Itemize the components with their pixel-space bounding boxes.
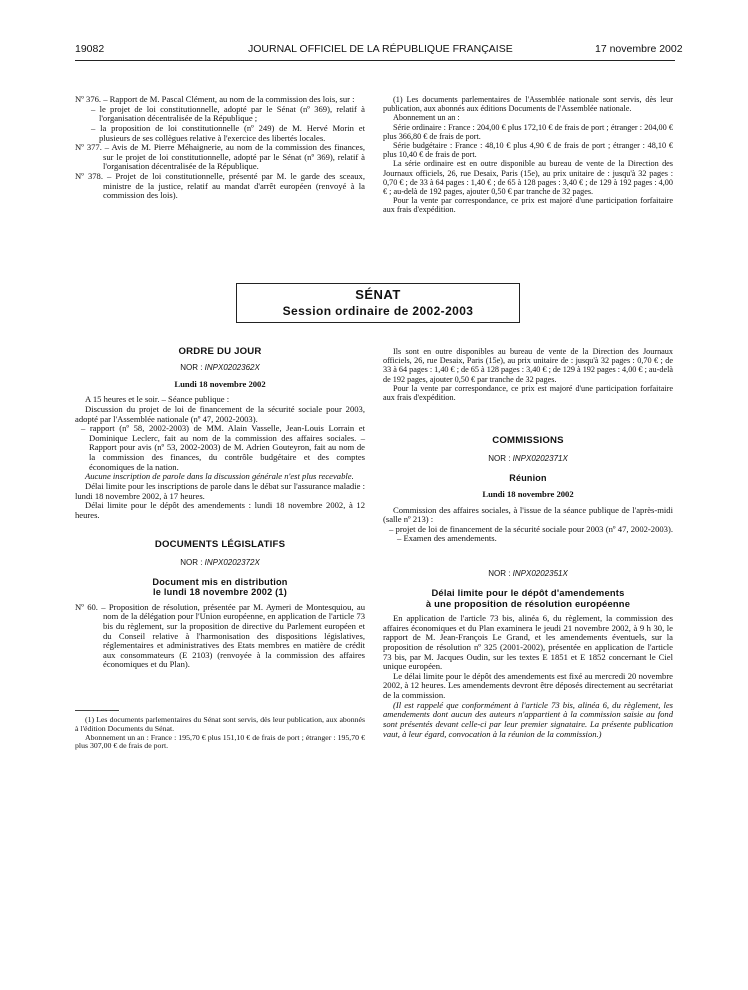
commissions-title: COMMISSIONS: [492, 435, 564, 447]
doc-subtitle-2: le lundi 18 novembre 2002 (1): [153, 587, 287, 598]
delai-title-1: Délai limite pour le dépôt d'amendements: [431, 586, 625, 598]
an-footnote: (1) Les documents parlementaires de l'Assemblée nationale sont servis, dès leur publication, aux abonnés aux éditions Documents de l'Assemblée nationale.: [383, 95, 673, 114]
documents-legislatifs-title: DOCUMENTS LÉGISLATIFS: [154, 539, 286, 551]
doc-nor: [75, 559, 365, 568]
banner-title: SÉNAT: [355, 287, 401, 302]
header-rule: [75, 60, 675, 61]
vente-correspondance: Pour la vente par correspondance, ce prix est majoré d'une participation forfaitaire aux frais d'expédition.: [383, 383, 673, 402]
doc-item-60: Nº 60. – Proposition de résolution, présentée par M. Aymeri de Montesquiou, au nom de la délégation pour l'Union européenne, en application de l'article 73 bis du règlement, sur la proposition de directive du Parlement européen et du Conseil relative à l'harmonisation des dispositions législatives, réglementaires et administratives des Etats membres en matière de crédit aux consommateurs (E 2103) (renvoyée à la commission des affaires économiques et du Plan).: [75, 601, 365, 670]
delai-title-2: à une proposition de résolution européenne: [425, 597, 631, 609]
an-correspondance: Pour la vente par correspondance, ce prix est majoré d'une participation forfaitaire aux frais d'expédition.: [383, 196, 673, 215]
nor-code: INPX0202372X: [204, 558, 260, 568]
senat-banner: [236, 283, 520, 323]
nor-label: NOR :: [180, 558, 203, 568]
delai-limite: Le délai limite pour le dépôt des amendements est fixé au mercredi 20 novembre 2002, à 12 heures. Les amendements devront être déposés directement au secrétariat de la commission.: [383, 670, 673, 701]
nor-code: INPX0202351X: [512, 569, 568, 579]
nor-label: NOR :: [488, 569, 511, 579]
top-right-column: [383, 95, 673, 214]
an-serie-budgetaire: Série budgétaire : France : 48,10 € plus 4,90 € de frais de port ; étranger : 48,10 € plus 10,40 € de frais de port.: [383, 140, 673, 160]
item-377: Nº 377. – Avis de M. Pierre Méhaignerie, au nom de la commission des finances, sur le projet de loi constitutionnelle, adopté par le Sénat (nº 369), relatif à l'organisation décentralisée de la République.: [75, 142, 365, 172]
ordre-date: Lundi 18 novembre 2002: [174, 378, 266, 389]
header-date: 17 novembre 2002: [595, 43, 683, 55]
nor-label: NOR :: [488, 453, 511, 463]
item-376-a: – le projet de loi constitutionnelle, adopté par le Sénat (nº 369), relatif à l'organisation décentralisée de la République ;: [91, 103, 365, 124]
reunion-title: Réunion: [509, 472, 547, 483]
ordre-delai-parole: Délai limite pour les inscriptions de parole dans le débat sur l'assurance maladie : lundi 18 novembre 2002, à 17 heures.: [75, 480, 365, 501]
an-serie-ordinaire: Série ordinaire : France : 204,00 € plus 172,10 € de frais de port ; étranger : 204,00 € plus 366,80 € de frais de port.: [383, 122, 673, 141]
ordre-seance: A 15 heures et le soir. – Séance publique :: [85, 394, 230, 405]
nor-code: INPX0202362X: [204, 362, 260, 372]
item-378: Nº 378. – Projet de loi constitutionnelle, présenté par M. le garde des sceaux, ministre de la justice, relatif au mandat d'arrêt européen (renvoyé à la commission des lois).: [75, 171, 365, 201]
item-376-b: – la proposition de loi constitutionnelle (nº 249) de M. Hervé Morin et plusieurs de ses collègues relative à l'exercice des libertés locales.: [91, 122, 365, 143]
comm-nor: [383, 455, 673, 464]
ordre-discussion: Discussion du projet de loi de financement de la sécurité sociale pour 2003, adopté par l'Assemblée nationale (nº 47, 2002-2003).: [75, 403, 365, 424]
nor-label: NOR :: [180, 362, 203, 372]
delai-rappel: (Il est rappelé que conformément à l'article 73 bis, alinéa 6, du règlement, les amendements dont aucun des auteurs n'appartient à la commission saisie au fond sont présentés devant celle-ci par leur premier signataire. La présente publication vaut, à leur égard, convocation à la réunion de la commission.): [383, 699, 673, 739]
senat-abonnement: Abonnement un an : France : 195,70 € plus 151,10 € de frais de port ; étranger : 195,70 € plus 307,00 € de frais de port.: [75, 732, 365, 751]
page-number: 19082: [75, 43, 105, 55]
ordre-aucune: Aucune inscription de parole dans la discussion générale n'est plus recevable.: [85, 471, 354, 482]
ordre-rapport: – rapport (nº 58, 2002-2003) de MM. Alain Vasselle, Jean-Louis Lorrain et Dominique Leclerc, fait au nom de la commission des affaires sociales. – Rapport pour avis (nº 53, 2002-2003) de M. Adrien Gouteyron, fait au nom de la commission des finances, du contrôle budgétaire et des comptes économiques de la nation.: [81, 423, 365, 472]
journal-title: JOURNAL OFFICIEL DE LA RÉPUBLIQUE FRANÇAISE: [248, 43, 513, 55]
lower-right-column: [383, 347, 673, 739]
nor-code: INPX0202371X: [512, 453, 568, 463]
an-vente: La série ordinaire est en outre disponible au bureau de vente de la Direction des Journaux officiels, 26, rue Desaix, Paris (15e), au prix unitaire de : jusqu'à 32 pages : 0,70 € ; de 33 à 64 pages : 1,40 € ; de 65 à 128 pages : 3,40 € ; de 129 à 192 pages : 4,00 € ; au-delà de 192 pages, ajouter 0,50 € par tranche de 32 pages.: [383, 159, 673, 196]
top-left-column: [75, 95, 365, 201]
senat-footnote: (1) Les documents parlementaires du Sénat sont servis, dès leur publication, aux abonnés à l'édition Documents du Sénat.: [75, 715, 365, 733]
ordre-nor: [75, 364, 365, 373]
footnote-rule: [75, 710, 119, 711]
an-abonnement: Abonnement un an :: [393, 113, 460, 123]
item-376: Nº 376. – Rapport de M. Pascal Clément, au nom de la commission des lois, sur :: [75, 94, 355, 104]
lower-left-column: [75, 347, 365, 751]
ordre-delai-amendements: Délai limite pour le dépôt des amendements : lundi 18 novembre 2002, à 12 heures.: [75, 500, 365, 520]
delai-application: En application de l'article 73 bis, alinéa 6, du règlement, la commission des affaires économiques et du Plan examinera le jeudi 21 novembre 2002, à 9 h 30, le rapport de M. Jean-François Le Grand, et les amendements éventuels, sur la proposition de résolution nº 325 (2001-2002), présentée en application de l'article 73 bis, par M. Jacques Oudin, sur les textes E 1851 et E 1852 concernant le Ciel unique européen.: [383, 613, 673, 672]
commission-affaires-sociales: Commission des affaires sociales, à l'issue de la séance publique de l'après-midi (salle nº 213) :: [383, 504, 673, 525]
commission-projet: – projet de loi de financement de la sécurité sociale pour 2003 (nº 47, 2002-2003). – Examen des amendements.: [389, 523, 673, 544]
doc-subtitle-1: Document mis en distribution: [152, 577, 288, 588]
delai-nor: [383, 570, 673, 579]
vente-info: Ils sont en outre disponibles au bureau de vente de la Direction des Journaux officiels, 26, rue Desaix, Paris (15e), au prix unitaire de : jusqu'à 32 pages : 0,70 € ; de 33 à 64 pages : 1,40 € ; de 65 à 128 pages : 3,40 € ; de 129 à 192 pages : 4,00 € ; au-delà de 192 pages, ajouter 0,50 € par tranche de 32 pages.: [383, 347, 673, 384]
reunion-date: Lundi 18 novembre 2002: [482, 488, 574, 499]
banner-subtitle: Session ordinaire de 2002-2003: [282, 304, 474, 318]
ordre-du-jour-title: ORDRE DU JOUR: [178, 346, 262, 357]
